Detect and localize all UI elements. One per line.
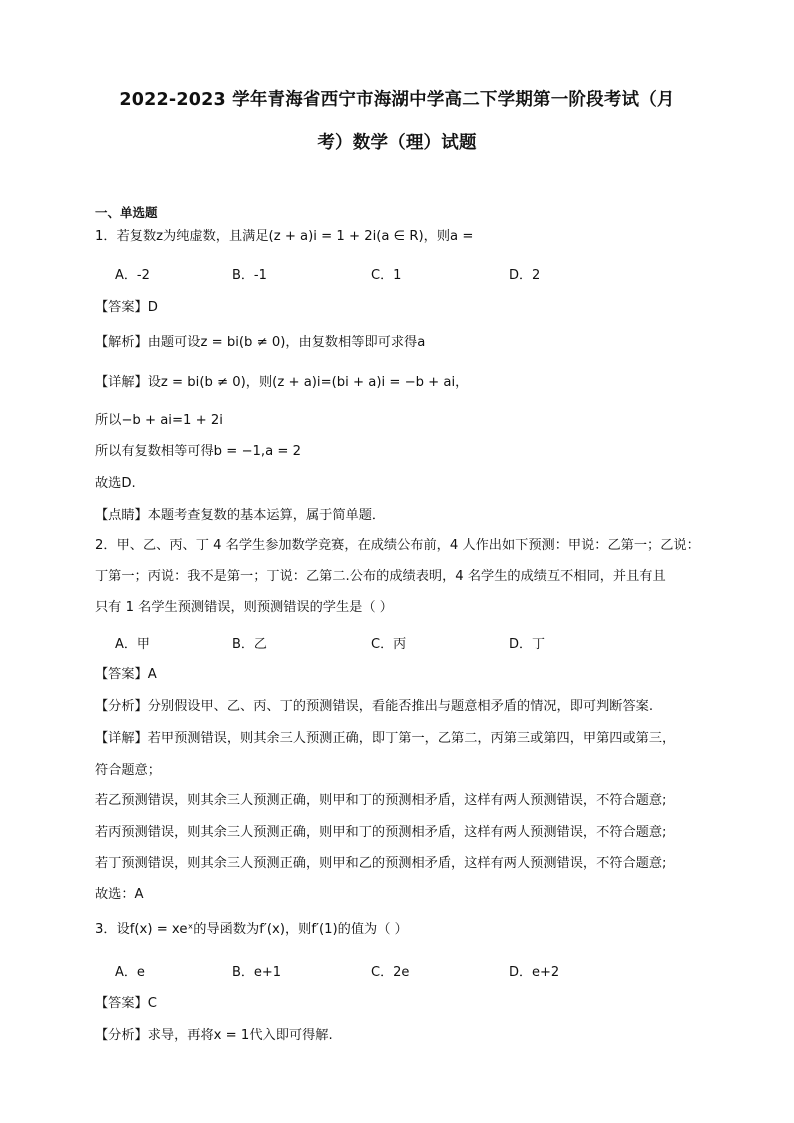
document-title-line-2: 考）数学（理）试题: [317, 133, 477, 153]
q2-option-b: B．乙: [232, 637, 267, 652]
q3-option-b: B．e+1: [232, 965, 282, 980]
q1-step-2: 所以有复数相等可得b = −1,a = 2: [95, 444, 302, 459]
q2-answer: 【答案】A: [95, 667, 157, 682]
q2-option-d: D．丁: [509, 637, 546, 652]
q1-comment: 【点睛】本题考查复数的基本运算，属于简单题．: [95, 508, 386, 523]
q1-step-1: 所以−b + ai=1 + 2i: [95, 413, 223, 428]
q2-detail-line-4: 若丙预测错误，则其余三人预测正确，则甲和丁的预测相矛盾，这样有两人预测错误，不符合题意;: [95, 825, 667, 840]
q2-stem-line-1: 2．甲、乙、丙、丁 4 名学生参加数学竞赛，在成绩公布前，4 人作出如下预测：甲说：乙第一；乙说：: [95, 538, 700, 553]
q2-stem-line-3: 只有 1 名学生预测错误，则预测错误的学生是（ ）: [95, 600, 393, 615]
document-title-line-1: 2022-2023 学年青海省西宁市海湖中学高二下学期第一阶段考试（月: [119, 90, 675, 110]
q2-detail-line-3: 若乙预测错误，则其余三人预测正确，则甲和丁的预测相矛盾，这样有两人预测错误，不符合题意;: [95, 793, 667, 808]
q1-option-a: A．-2: [115, 268, 150, 283]
q3-option-d: D．e+2: [509, 965, 560, 980]
q2-stem-line-2: 丁第一；丙说：我不是第一；丁说：乙第二.公布的成绩表明，4 名学生的成绩互不相同，并且有且: [95, 569, 666, 584]
q2-detail-line-1: 【详解】若甲预测错误，则其余三人预测正确，即丁第一，乙第二，丙第三或第四，甲第四或第三，: [95, 731, 676, 746]
q1-stem: 1．若复数z为纯虚数，且满足(z + a)i = 1 + 2i(a ∈ R)，则a =: [95, 229, 474, 244]
q3-stem: 3．设f(x) = xeˣ的导函数为f′(x)，则f′(1)的值为（ ）: [95, 922, 408, 937]
q1-option-d: D．2: [509, 268, 541, 283]
q3-option-c: C．2e: [371, 965, 410, 980]
q1-option-c: C．1: [371, 268, 402, 283]
q3-analysis: 【分析】求导，再将x = 1代入即可得解.: [95, 1028, 333, 1043]
q2-option-c: C．丙: [371, 637, 407, 652]
section-heading: 一、单选题: [95, 205, 158, 220]
q2-detail-line-6: 故选：A: [95, 887, 144, 902]
q2-detail-line-5: 若丁预测错误，则其余三人预测正确，则甲和乙的预测相矛盾，这样有两人预测错误，不符合题意;: [95, 856, 667, 871]
q1-answer: 【答案】D: [95, 300, 158, 315]
q1-analysis: 【解析】由题可设z = bi(b ≠ 0)，由复数相等即可求得a: [95, 335, 426, 350]
q2-option-a: A．甲: [115, 637, 150, 652]
q2-detail-line-2: 符合题意；: [95, 763, 161, 778]
q1-detail: 【详解】设z = bi(b ≠ 0)，则(z + a)i=(bi + a)i = −b + ai，: [95, 375, 469, 390]
q2-analysis: 【分析】分别假设甲、乙、丙、丁的预测错误，看能否推出与题意相矛盾的情况，即可判断答案.: [95, 699, 654, 714]
q3-option-a: A．e: [115, 965, 145, 980]
q1-conclusion: 故选D.: [95, 476, 136, 491]
q1-option-b: B．-1: [232, 268, 267, 283]
q3-answer: 【答案】C: [95, 996, 157, 1011]
